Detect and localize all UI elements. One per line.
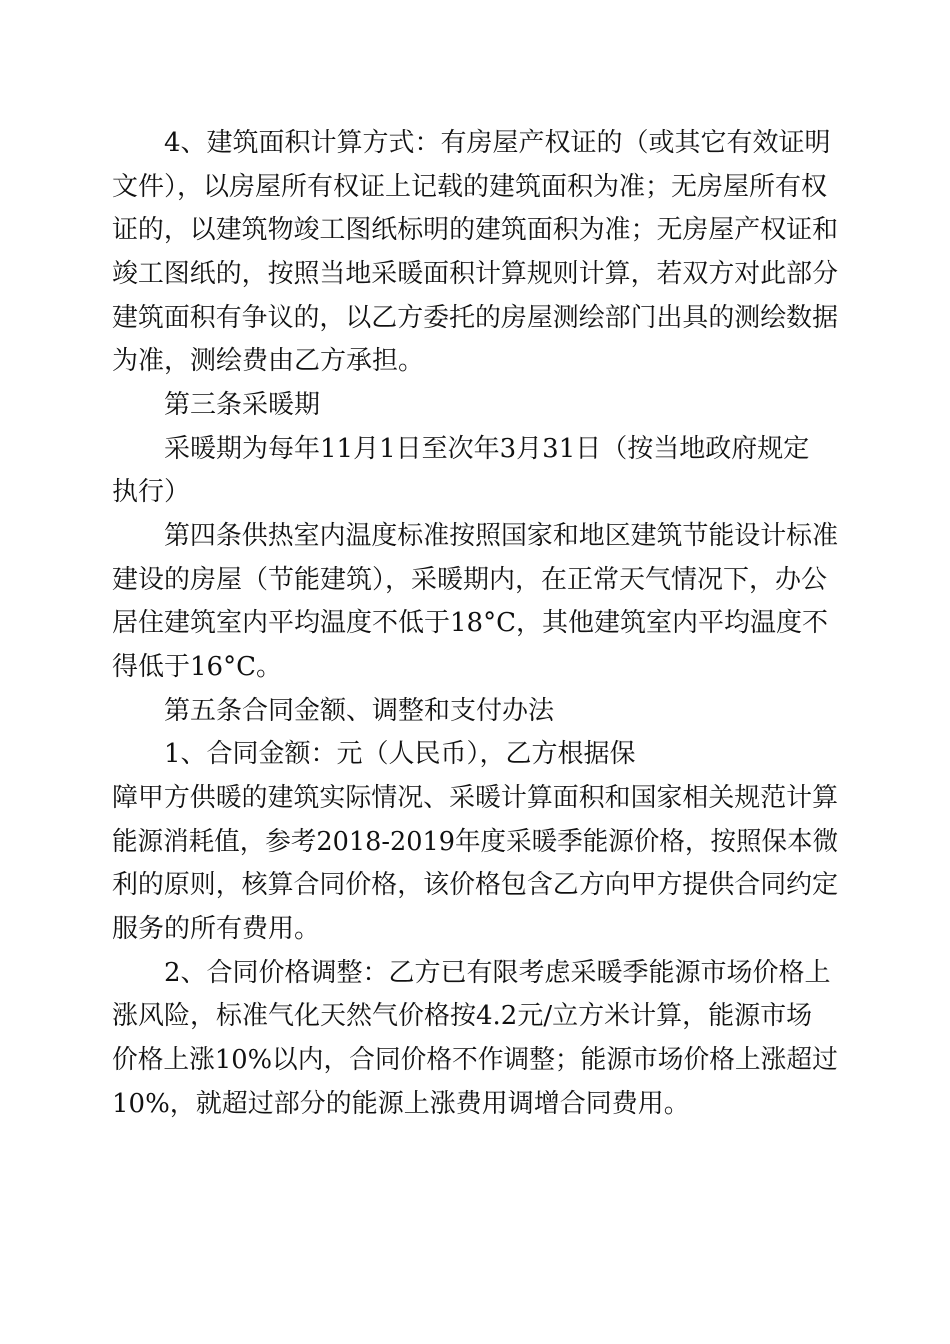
section-heading-5: 第五条合同金额、调整和支付办法 [164, 696, 555, 726]
paragraph-line: 10%，就超过部分的能源上涨费用调增合同费用。 [112, 1089, 690, 1119]
paragraph-line: 竣工图纸的，按照当地采暖面积计算规则计算，若双方对此部分 [112, 259, 839, 289]
section-heading-3: 第三条采暖期 [164, 390, 321, 420]
paragraph-line: 得低于16°C。 [112, 652, 282, 682]
paragraph-line: 价格上涨10%以内，合同价格不作调整；能源市场价格上涨超过 [112, 1045, 838, 1075]
paragraph-line: 证的，以建筑物竣工图纸标明的建筑面积为准；无房屋产权证和 [112, 215, 839, 245]
paragraph-line: 利的原则，核算合同价格，该价格包含乙方向甲方提供合同约定 [112, 870, 839, 900]
paragraph-line: 居住建筑室内平均温度不低于18°C，其他建筑室内平均温度不 [112, 608, 828, 638]
paragraph-line: 文件），以房屋所有权证上记载的建筑面积为准；无房屋所有权 [112, 172, 828, 202]
paragraph-line: 障甲方供暖的建筑实际情况、采暖计算面积和国家相关规范计算 [112, 783, 839, 813]
paragraph-line: 为准，测绘费由乙方承担。 [112, 346, 425, 376]
section-heading-4: 第四条供热室内温度标准按照国家和地区建筑节能设计标准 [164, 521, 839, 551]
paragraph-line: 采暖期为每年11月1日至次年3月31日（按当地政府规定 [164, 434, 810, 464]
paragraph-line: 4、建筑面积计算方式：有房屋产权证的（或其它有效证明 [164, 128, 831, 158]
paragraph-line: 建设的房屋（节能建筑），采暖期内，在正常天气情况下，办公 [112, 565, 828, 595]
paragraph-line: 服务的所有费用。 [112, 914, 321, 944]
paragraph-line: 执行） [112, 477, 191, 507]
paragraph-line: 能源消耗值，参考2018-2019年度采暖季能源价格，按照保本微 [112, 827, 839, 857]
paragraph-line: 建筑面积有争议的，以乙方委托的房屋测绘部门出具的测绘数据 [112, 303, 839, 333]
paragraph-line: 2、合同价格调整：乙方已有限考虑采暖季能源市场价格上 [164, 958, 831, 988]
paragraph-line: 涨风险，标准气化天然气价格按4.2元/立方米计算，能源市场 [112, 1001, 813, 1031]
paragraph-line: 1、合同金额：元（人民币），乙方根据保 [164, 739, 636, 769]
